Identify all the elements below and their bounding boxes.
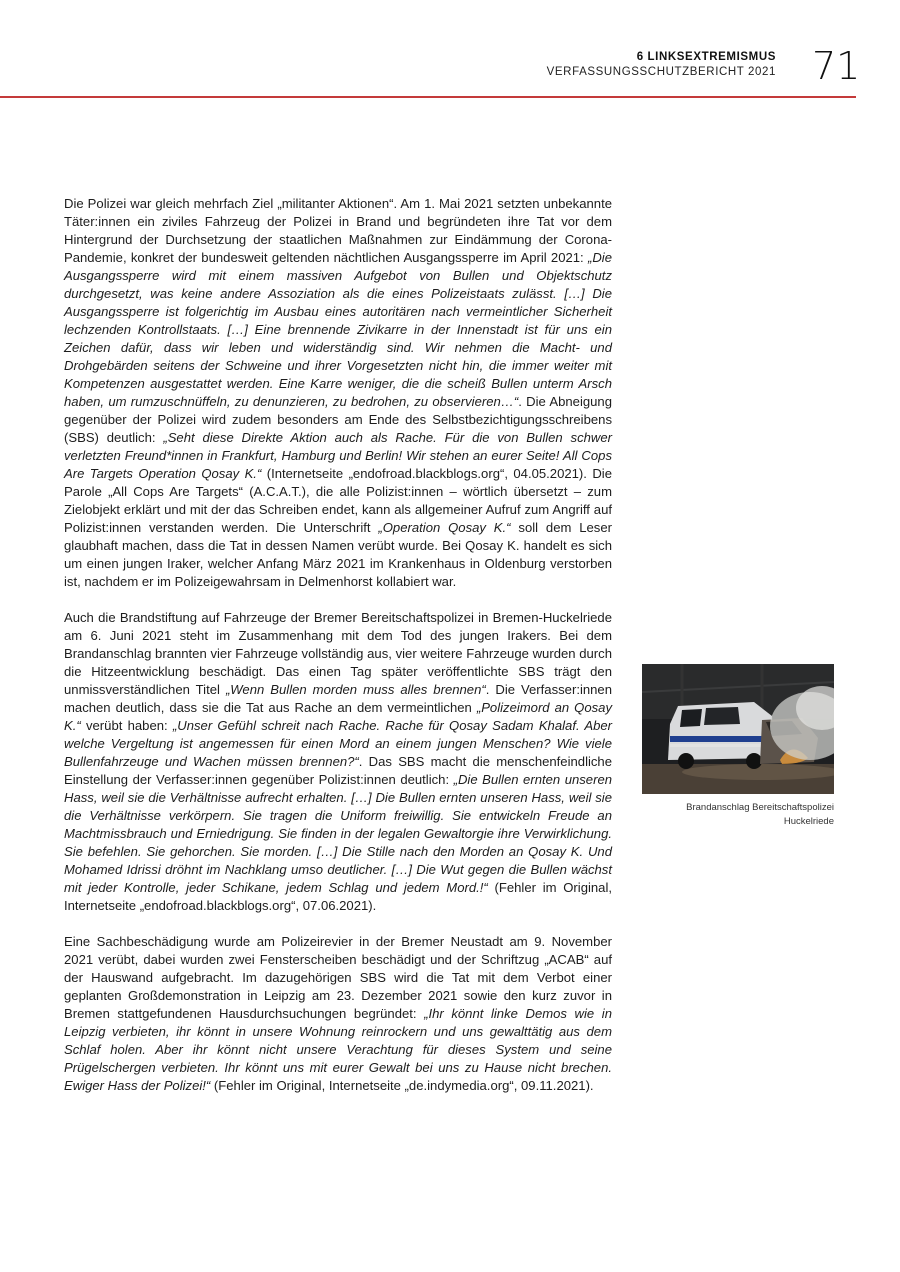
text-run: . Die Abneigung gegenüber der Polizei wird zudem besonders am Ende des Selbstbezichtigungsschreibens (SBS) deutlich: bbox=[64, 394, 612, 445]
text-run: (Fehler im Original, Internetseite „endofroad.blackblogs.org“, 07.06.2021). bbox=[64, 880, 613, 913]
report-title: VERFASSUNGSSCHUTZBERICHT 2021 bbox=[546, 66, 776, 78]
text-run: . Das SBS macht die menschenfeindliche Einstellung der Verfasser:innen gegenüber Polizist:innen deutlich: bbox=[64, 754, 612, 787]
figure-burned-police-van-photo bbox=[642, 664, 834, 794]
caption-line-1: Brandanschlag Bereitschaftspolizei bbox=[686, 802, 834, 813]
text-run: Eine Sachbeschädigung wurde am Polizeirevier in der Bremer Neustadt am 9. November 2021 verübt, dabei wurden zwei Fensterscheiben beschädigt und der Schriftzug „ACAB“ auf der Hauswand aufgebracht. Im dazugehörigen SBS wird die Tat mit dem Verbot einer geplanten Großdemonstration in Leipzig am 23. Dezember 2021 sowie den kurz zuvor in Bremen stattgefundenen Hausdurchsuchungen begründet: bbox=[64, 934, 612, 1021]
page-number: 71 bbox=[812, 44, 861, 88]
paragraph-3 bbox=[64, 933, 612, 1095]
text-run: soll dem Leser glaubhaft machen, dass die Tat in dessen Namen verübt wurde. Bei Qosay K. handelt es sich um einen jungen Iraker, welcher Anfang März 2021 im Krankenhaus in Oldenburg verstorben ist, nachdem er im Polizeigewahrsam in Delmenhorst kollabiert war. bbox=[64, 520, 612, 589]
paragraph-2 bbox=[64, 609, 612, 915]
quote-run: „Polizeimord an Qosay K.“ bbox=[64, 700, 612, 733]
text-run: verübt haben: bbox=[80, 718, 173, 733]
quote-run: „Unser Gefühl schreit nach Rache. Rache für Qosay Sadam Khalaf. Aber welche Vergeltung ist angemessen für einen Mord an einem jungen Menschen? Wie viele Bullenfahrzeuge und Wachen müssen brennen?“ bbox=[64, 718, 613, 769]
running-header bbox=[547, 50, 776, 80]
quote-run: „Wenn Bullen morden muss alles brennen“ bbox=[225, 682, 486, 697]
chapter-title: 6 LINKSEXTREMISMUS bbox=[636, 51, 776, 63]
quote-run: „Ihr könnt linke Demos wie in Leipzig verbieten, ihr könnt in unsere Wohnung reinrockern und uns gewalttätig aus dem Schlaf holen. Aber ihr könnt nicht unsere Verachtung für dieses System und seine Prügelschergen verbieten. Ihr könnt uns mit eurer Gewalt bei uns zu Hause nicht brechen. Ewiger Hass der Polizei!“ bbox=[64, 1006, 612, 1093]
text-run: (Fehler im Original, Internetseite „de.indymedia.org“, 09.11.2021). bbox=[210, 1078, 594, 1093]
text-run: Die Polizei war gleich mehrfach Ziel „militanter Aktionen“. Am 1. Mai 2021 setzten unbekannte Täter:innen ein ziviles Fahrzeug der Polizei in Brand und begründeten ihre Tat vor dem Hintergrund der Durchsetzung der staatlichen Maßnahmen zur Eindämmung der Corona-Pandemie, konkret der bundesweit geltenden nächtlichen Ausgangssperre im April 2021: bbox=[64, 196, 612, 265]
caption-line-2: Huckelriede bbox=[783, 816, 834, 827]
quote-run: „Die Ausgangssperre wird mit einem massiven Aufgebot von Bullen und Objektschutz durchgesetzt, was keine andere Assoziation als die eines Polizeistaats zulässt. […] Die Ausgangssperre ist folgerichtig im Ausbau eines autoritären nach vermeintlicher Sicherheit lechzenden Kontrollstaats. […] Eine brennende Zivikarre in der Innenstadt ist für uns ein Zeichen dafür, dass wir leben und widerständig sind. Wir nehmen die Macht- und Drohgebärden seitens der Schweine und ihrer Vorgesetzten nicht hin, die immer weiter mit Kompetenzen ausgestattet werden. Eine Karre weniger, die die scheiß Bullen unterm Arsch haben, um rumzuschnüffeln, zu denunzieren, zu bedrohen, zu observieren…“ bbox=[64, 250, 612, 409]
quote-run: „Die Bullen ernten unseren Hass, weil sie die Verhältnisse aufrecht erhalten. […] Die Bullen ernten unseren Hass, weil sie die Verhältnisse verkörpern. Sie tragen die Uniform freiwillig. Sie entwickeln Freude an Machtmissbrauch und Erniedrigung. Sie finden in der legalen Gewaltorgie ihre Verwirklichung. Sie befehlen. Sie gehorchen. Sie morden. […] Die Stille nach den Morden an Qosay K. Und Mohamed Idrissi dröhnt im Nachklang umso deutlicher. […] Die Wut gegen die Bullen wächst mit jeder Kontrolle, jeder Schikane, jedem Schlag und jedem Mord.!“ bbox=[64, 772, 613, 895]
text-run: Auch die Brandstiftung auf Fahrzeuge der Bremer Bereitschaftspolizei in Bremen-Huckelriede am 6. Juni 2021 steht im Zusammenhang mit dem Tod des jungen Irakers. Bei dem Brandanschlag brannten vier Fahrzeuge vollständig aus, vier weitere Fahrzeuge wurden durch die Hitzeentwicklung beschädigt. Das einen Tag später veröffentlichte SBS trägt den unmissverständlichen Titel bbox=[64, 610, 612, 697]
main-text-column bbox=[64, 195, 612, 1095]
text-run: (Internetseite „endofroad.blackblogs.org“, 04.05.2021). Die Parole „All Cops Are Targets“ (A.C.A.T.), die alle Polizist:innen – wörtlich übersetzt – zum Zielobjekt erklärt und mit der das Schreiben endet, kann als allgemeiner Aufruf zum Angriff auf Polizist:innen verstanden werden. Die Unterschrift bbox=[64, 466, 612, 535]
header-divider bbox=[0, 96, 856, 98]
quote-run: „Operation Qosay K.“ bbox=[378, 520, 511, 535]
burned-van-illustration bbox=[642, 664, 834, 794]
text-run: . Die Verfasser:innen machen deutlich, dass sie die Tat aus Rache an dem vermeintlichen bbox=[64, 682, 613, 715]
quote-run: „Seht diese Direkte Aktion auch als Rache. Für die von Bullen schwer verletzten Freund*innen in Frankfurt, Hamburg und Berlin! Wir stehen an eurer Seite! All Cops Are Targets Operation Qosay K.“ bbox=[64, 430, 612, 481]
figure-caption bbox=[642, 801, 834, 829]
paragraph-1 bbox=[64, 195, 612, 591]
